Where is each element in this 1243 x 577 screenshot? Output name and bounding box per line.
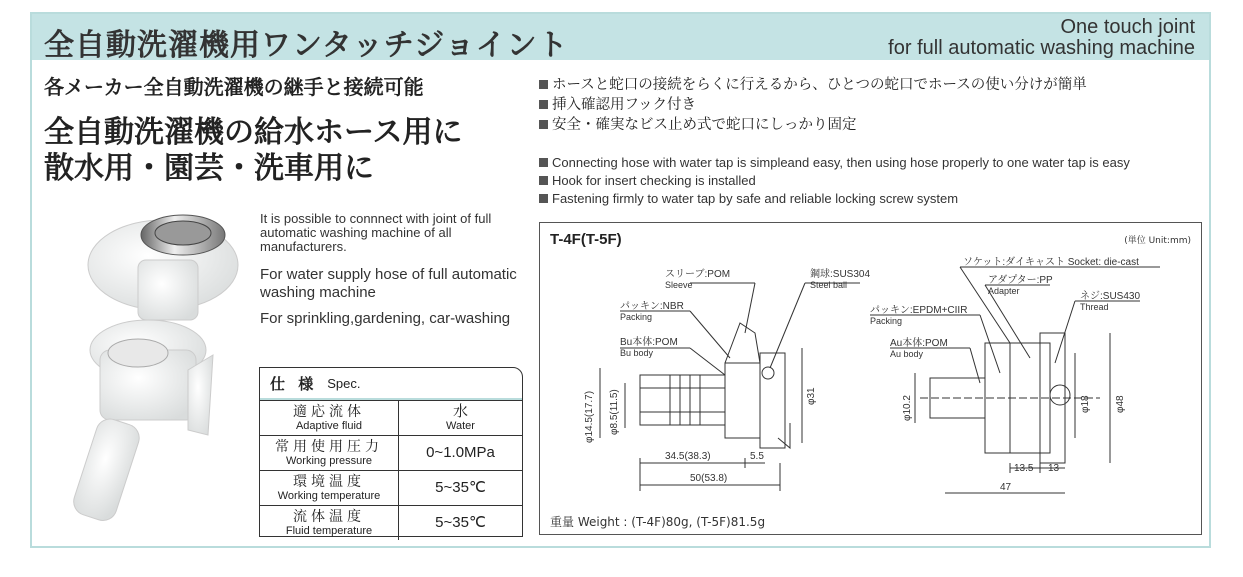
feature-item — [539, 115, 1087, 135]
spec-label-en: Working temperature — [277, 489, 381, 502]
feature-text-en: Hook for insert checking is installed — [552, 173, 756, 188]
spec-value: 0~1.0MPa — [426, 444, 495, 461]
label-packing: パッキン:NBR Packing — [620, 301, 684, 322]
spec-value: 5~35℃ — [435, 479, 486, 496]
label-packing-2: パッキン:EPDM+CIIR Packing — [870, 305, 968, 326]
spec-title-en: Spec. — [327, 375, 361, 391]
desc-sprinkling: For sprinkling,gardening, car-washing — [260, 310, 511, 327]
spec-label: 流体温度 — [293, 508, 365, 525]
bullet-square-icon — [539, 176, 548, 185]
header-bar — [32, 14, 1209, 63]
spec-value-en: Water — [446, 420, 475, 432]
feature-text: 挿入確認用フック付き — [552, 97, 696, 113]
feature-item-en — [539, 154, 1130, 172]
page-title-en — [888, 17, 1195, 59]
spec-row — [260, 400, 522, 435]
label-socket: ソケット:ダイキャスト Socket: die-cast — [963, 257, 1139, 268]
title-en-line2: for full automatic washing machine — [888, 37, 1195, 59]
feature-item — [539, 75, 1087, 95]
dim-d102: φ10.2 — [902, 395, 913, 421]
feature-text-en: Fastening firmly to water tap by safe and reliable locking screw system — [552, 191, 959, 206]
label-adapter: アダプター:PP Adapter — [988, 275, 1053, 296]
subtitle: 各メーカー全自動洗濯機の継手と接続可能 — [44, 75, 424, 99]
label-screw: ネジ:SUS430 Thread — [1080, 291, 1141, 312]
spec-row — [260, 470, 522, 505]
spec-value: 5~35℃ — [435, 514, 486, 531]
spec-title-jp: 仕 様 — [270, 374, 318, 393]
bullet-square-icon — [539, 194, 548, 203]
spec-label: 適応流体 — [293, 403, 365, 420]
bullet-square-icon — [539, 80, 548, 89]
dim-l50: 50(53.8) — [690, 473, 728, 484]
label-sleeve: スリーブ:POM Sleeve — [665, 269, 731, 290]
dim-d18: φ18 — [1080, 395, 1091, 413]
spec-row — [260, 505, 522, 540]
title-en-line1: One touch joint — [1060, 16, 1195, 38]
desc-joint: It is possible to connnect with joint of full automatic washing machine of all manufacturers. — [260, 211, 492, 254]
label-au-body: Au本体:POM Au body — [890, 338, 948, 359]
bullet-square-icon — [539, 100, 548, 109]
feature-text: 安全・確実なビス止め式で蛇口にしっかり固定 — [552, 117, 857, 133]
feature-item-en — [539, 172, 1130, 190]
spec-label: 環境温度 — [293, 473, 365, 490]
spec-row — [260, 435, 522, 470]
spec-label-en: Adaptive fluid — [295, 419, 363, 432]
spec-label: 常用使用圧力 — [275, 438, 383, 455]
headline-line2: 散水用・園芸・洗車用に — [44, 151, 374, 186]
features-en — [539, 154, 1130, 208]
dim-l55: 5.5 — [750, 451, 764, 462]
bullet-square-icon — [539, 158, 548, 167]
diagram-title: T-4F(T-5F) — [550, 231, 622, 248]
dim-d48: φ48 — [1115, 395, 1126, 413]
dim-l13: 13 — [1048, 463, 1060, 474]
dim-l345: 34.5(38.3) — [665, 451, 711, 462]
dim-l47: 47 — [1000, 482, 1012, 493]
product-description — [260, 212, 522, 328]
dim-l135: 13.5 — [1014, 463, 1034, 474]
technical-diagram — [539, 222, 1202, 535]
headline-line1: 全自動洗濯機の給水ホース用に — [44, 115, 463, 150]
bullet-square-icon — [539, 120, 548, 129]
label-steel-ball: 鋼球:SUS304 Steel ball — [810, 269, 871, 290]
diagram-unit: (単位 Unit:mm) — [1124, 236, 1191, 246]
headline — [44, 115, 463, 187]
spec-header — [260, 368, 522, 400]
spec-value: 水 — [452, 403, 468, 420]
spec-label-en: Fluid temperature — [285, 524, 373, 537]
feature-item — [539, 95, 1087, 115]
feature-item-en — [539, 190, 1130, 208]
label-bu-body: Bu本体:POM Bu body — [620, 337, 678, 358]
desc-water-supply: For water supply hose of full automatic washing machine — [260, 266, 517, 301]
product-photo — [38, 205, 256, 535]
features-jp — [539, 75, 1087, 135]
dim-d31: φ31 — [806, 387, 817, 405]
spec-table — [259, 367, 523, 537]
spec-label-en: Working pressure — [286, 454, 372, 467]
diagram-drawing — [540, 223, 1201, 534]
diagram-weight: 重量 Weight : (T-4F)80g, (T-5F)81.5g — [550, 515, 766, 529]
page-title: 全自動洗濯機用ワンタッチジョイント — [44, 28, 569, 63]
dim-d145: φ14.5(17.7) — [584, 390, 595, 443]
feature-text: ホースと蛇口の接続をらくに行えるから、ひとつの蛇口でホースの使い分けが簡単 — [552, 77, 1087, 93]
dim-d85: φ8.5(11.5) — [609, 389, 620, 435]
feature-text-en: Connecting hose with water tap is simpleand easy, then using hose properly to one water tap is easy — [552, 155, 1130, 170]
